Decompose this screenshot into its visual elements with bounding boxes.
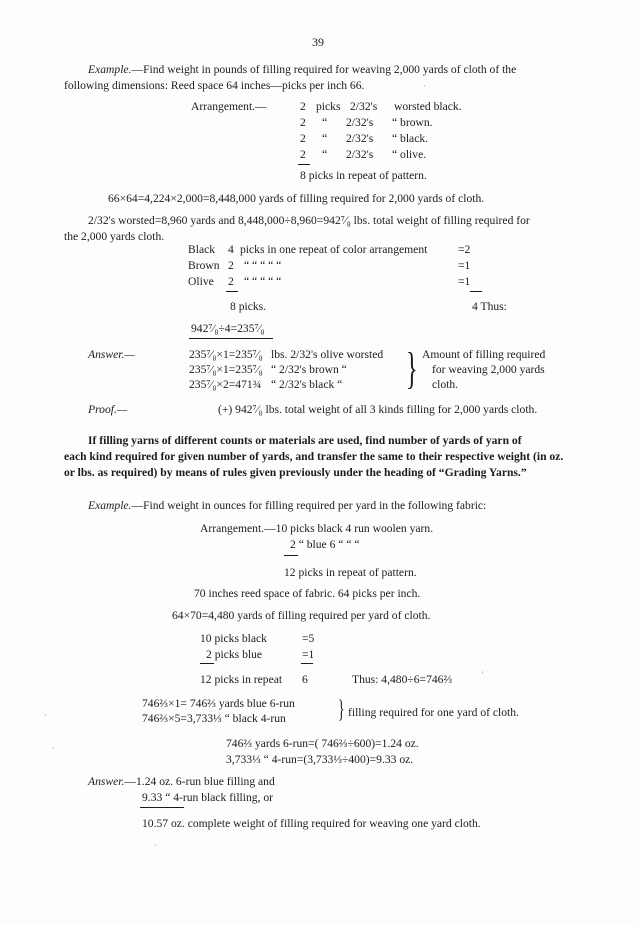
arrangement-count-yarn: 2/32's [350, 100, 378, 113]
answer-2-line-2: 9.33 “ 4-run black filling, or [142, 791, 274, 804]
answer-label: Answer.— [88, 348, 135, 361]
arrangement-kind: worsted black. [394, 100, 462, 113]
example-2-line-1: —Find weight in ounces for filling required per yard in the following fabric: [131, 499, 487, 512]
arrangement-word: “ [322, 132, 328, 145]
color-ratio: =1 [458, 259, 471, 272]
color-name: Olive [188, 275, 214, 288]
proof-text: (+) 942⁷⁄₈ lbs. total weight of all 3 kinds filling for 2,000 yards cloth. [218, 403, 538, 416]
color-text: “ “ “ “ “ [244, 259, 282, 272]
repeat-line: 12 picks in repeat [200, 673, 283, 686]
color-name: Black [188, 243, 216, 256]
answer-text: “ 2/32's brown “ [271, 363, 347, 376]
arrangement-line: Arrangement.—10 picks black 4 run woolen yarn. [200, 522, 434, 535]
calc-weight-line-1: 2/32's worsted=8,960 yards and 8,448,000÷8,960=942⁷⁄₈ lbs. total weight of filling required for [88, 214, 530, 227]
conversion-line: 3,733⅓ “ 4-run=(3,733⅓÷400)=9.33 oz. [226, 753, 414, 766]
scan-speck: · [154, 841, 157, 850]
right-brace-icon: } [406, 344, 418, 393]
sum-rule [284, 555, 298, 556]
sum-rule [200, 663, 214, 664]
sum-rule [470, 291, 482, 292]
color-picks: 2 [228, 259, 234, 272]
answer-2-line-3: 10.57 oz. complete weight of filling required for weaving one yard cloth. [142, 817, 481, 830]
yard-brace-note: filling required for one yard of cloth. [348, 706, 519, 719]
scan-speck: · [423, 82, 426, 91]
proof-label: Proof.— [88, 403, 128, 416]
scan-speck: ' [482, 670, 484, 679]
picks-ratio: =5 [302, 632, 315, 645]
thus-calc: Thus: 4,480÷6=746⅔ [352, 673, 453, 686]
answer-2-line-1: —1.24 oz. 6-run blue filling and [124, 775, 275, 788]
arrangement-word: “ [322, 148, 328, 161]
arrangement-word: “ [322, 116, 328, 129]
color-ratio: =2 [458, 243, 471, 256]
sum-rule [226, 291, 238, 292]
brace-note: Amount of filling required [422, 348, 546, 361]
answer-text: “ 2/32's black “ [271, 378, 343, 391]
brace-note: cloth. [432, 378, 459, 391]
scan-speck: · [52, 744, 55, 753]
arrangement-word: picks [316, 100, 341, 113]
sum-rule [140, 807, 184, 808]
scan-speck: · [44, 711, 47, 720]
example-label: Example. [88, 63, 132, 76]
color-text: picks in one repeat of color arrangement [240, 243, 428, 256]
arrangement-line: 2 “ blue 6 “ “ “ [290, 538, 360, 551]
answer-calc: 235⁷⁄₈×1=235⁷⁄₈ [189, 363, 263, 376]
picks-in-repeat: 12 picks in repeat of pattern. [284, 566, 417, 579]
sum-rule [189, 338, 273, 339]
answer-calc: 235⁷⁄₈×1=235⁷⁄₈ [189, 348, 263, 361]
division-calc: 942⁷⁄₈÷4=235⁷⁄₈ [191, 322, 265, 335]
arrangement-kind: “ black. [392, 132, 429, 145]
conversion-line: 746⅔ yards 6-run=( 746⅔÷600)=1.24 oz. [226, 737, 419, 750]
rule-line: If filling yarns of different counts or materials are used, find number of yards of yarn of [88, 434, 522, 447]
arrangement-label: Arrangement.— [191, 100, 267, 113]
answer-2 [88, 776, 275, 788]
example-1-line-2: following dimensions: Reed space 64 inches—picks per inch 66. [64, 79, 365, 92]
rule-line: or lbs. as required) by means of rules given previously under the heading of “Grading Yarns.” [64, 466, 527, 479]
arrangement-count-yarn: 2/32's [346, 132, 374, 145]
arrangement-count-yarn: 2/32's [346, 116, 374, 129]
picks-in-repeat: 8 picks in repeat of pattern. [300, 169, 427, 182]
color-ratio: =1 [458, 275, 471, 288]
right-brace-icon: } [338, 696, 345, 723]
picks-ratio: =1 [302, 648, 315, 661]
example-1-line-1: —Find weight in pounds of filling required for weaving 2,000 yards of cloth of the [131, 63, 517, 76]
arrangement-count: 2 [300, 116, 306, 129]
sum-rule [298, 164, 310, 165]
answer-label: Answer. [88, 775, 125, 788]
color-text: “ “ “ “ “ [244, 275, 282, 288]
example-label: Example. [88, 499, 132, 512]
picks-line: 2 picks blue [206, 648, 263, 661]
calc-yards: 66×64=4,224×2,000=8,448,000 yards of filling required for 2,000 yards of cloth. [108, 192, 485, 205]
yard-line: 746⅔×5=3,733⅓ “ black 4-run [142, 712, 286, 725]
picks-total: 8 picks. [230, 300, 267, 313]
arrangement-count: 2 [300, 148, 306, 161]
color-picks: 2 [228, 275, 234, 288]
arrangement-count-yarn: 2/32's [346, 148, 374, 161]
repeat-total: 6 [302, 673, 308, 686]
answer-calc: 235⁷⁄₈×2=471¾ [189, 378, 262, 391]
reed-space: 70 inches reed space of fabric. 64 picks per inch. [194, 587, 421, 600]
arrangement-kind: “ olive. [392, 148, 427, 161]
calc-weight-line-2: the 2,000 yards cloth. [64, 230, 165, 243]
color-picks: 4 [228, 243, 234, 256]
example-1-intro [88, 64, 516, 76]
ratio-total: 4 Thus: [472, 300, 507, 313]
color-name: Brown [188, 259, 220, 272]
brace-note: for weaving 2,000 yards [432, 363, 545, 376]
yard-line: 746⅔×1= 746⅔ yards blue 6-run [142, 697, 295, 710]
arrangement-count: 2 [300, 100, 306, 113]
rule-line: each kind required for given number of yards, and transfer the same to their respective weight (in oz. [64, 450, 564, 463]
example-2-intro [88, 500, 486, 512]
page-number: 39 [312, 35, 324, 49]
sum-rule [301, 663, 313, 664]
picks-line: 10 picks black [200, 632, 267, 645]
arrangement-count: 2 [300, 132, 306, 145]
arrangement-kind: “ brown. [392, 116, 433, 129]
yards-calc: 64×70=4,480 yards of filling required per yard of cloth. [172, 609, 431, 622]
answer-text: lbs. 2/32's olive worsted [271, 348, 384, 361]
